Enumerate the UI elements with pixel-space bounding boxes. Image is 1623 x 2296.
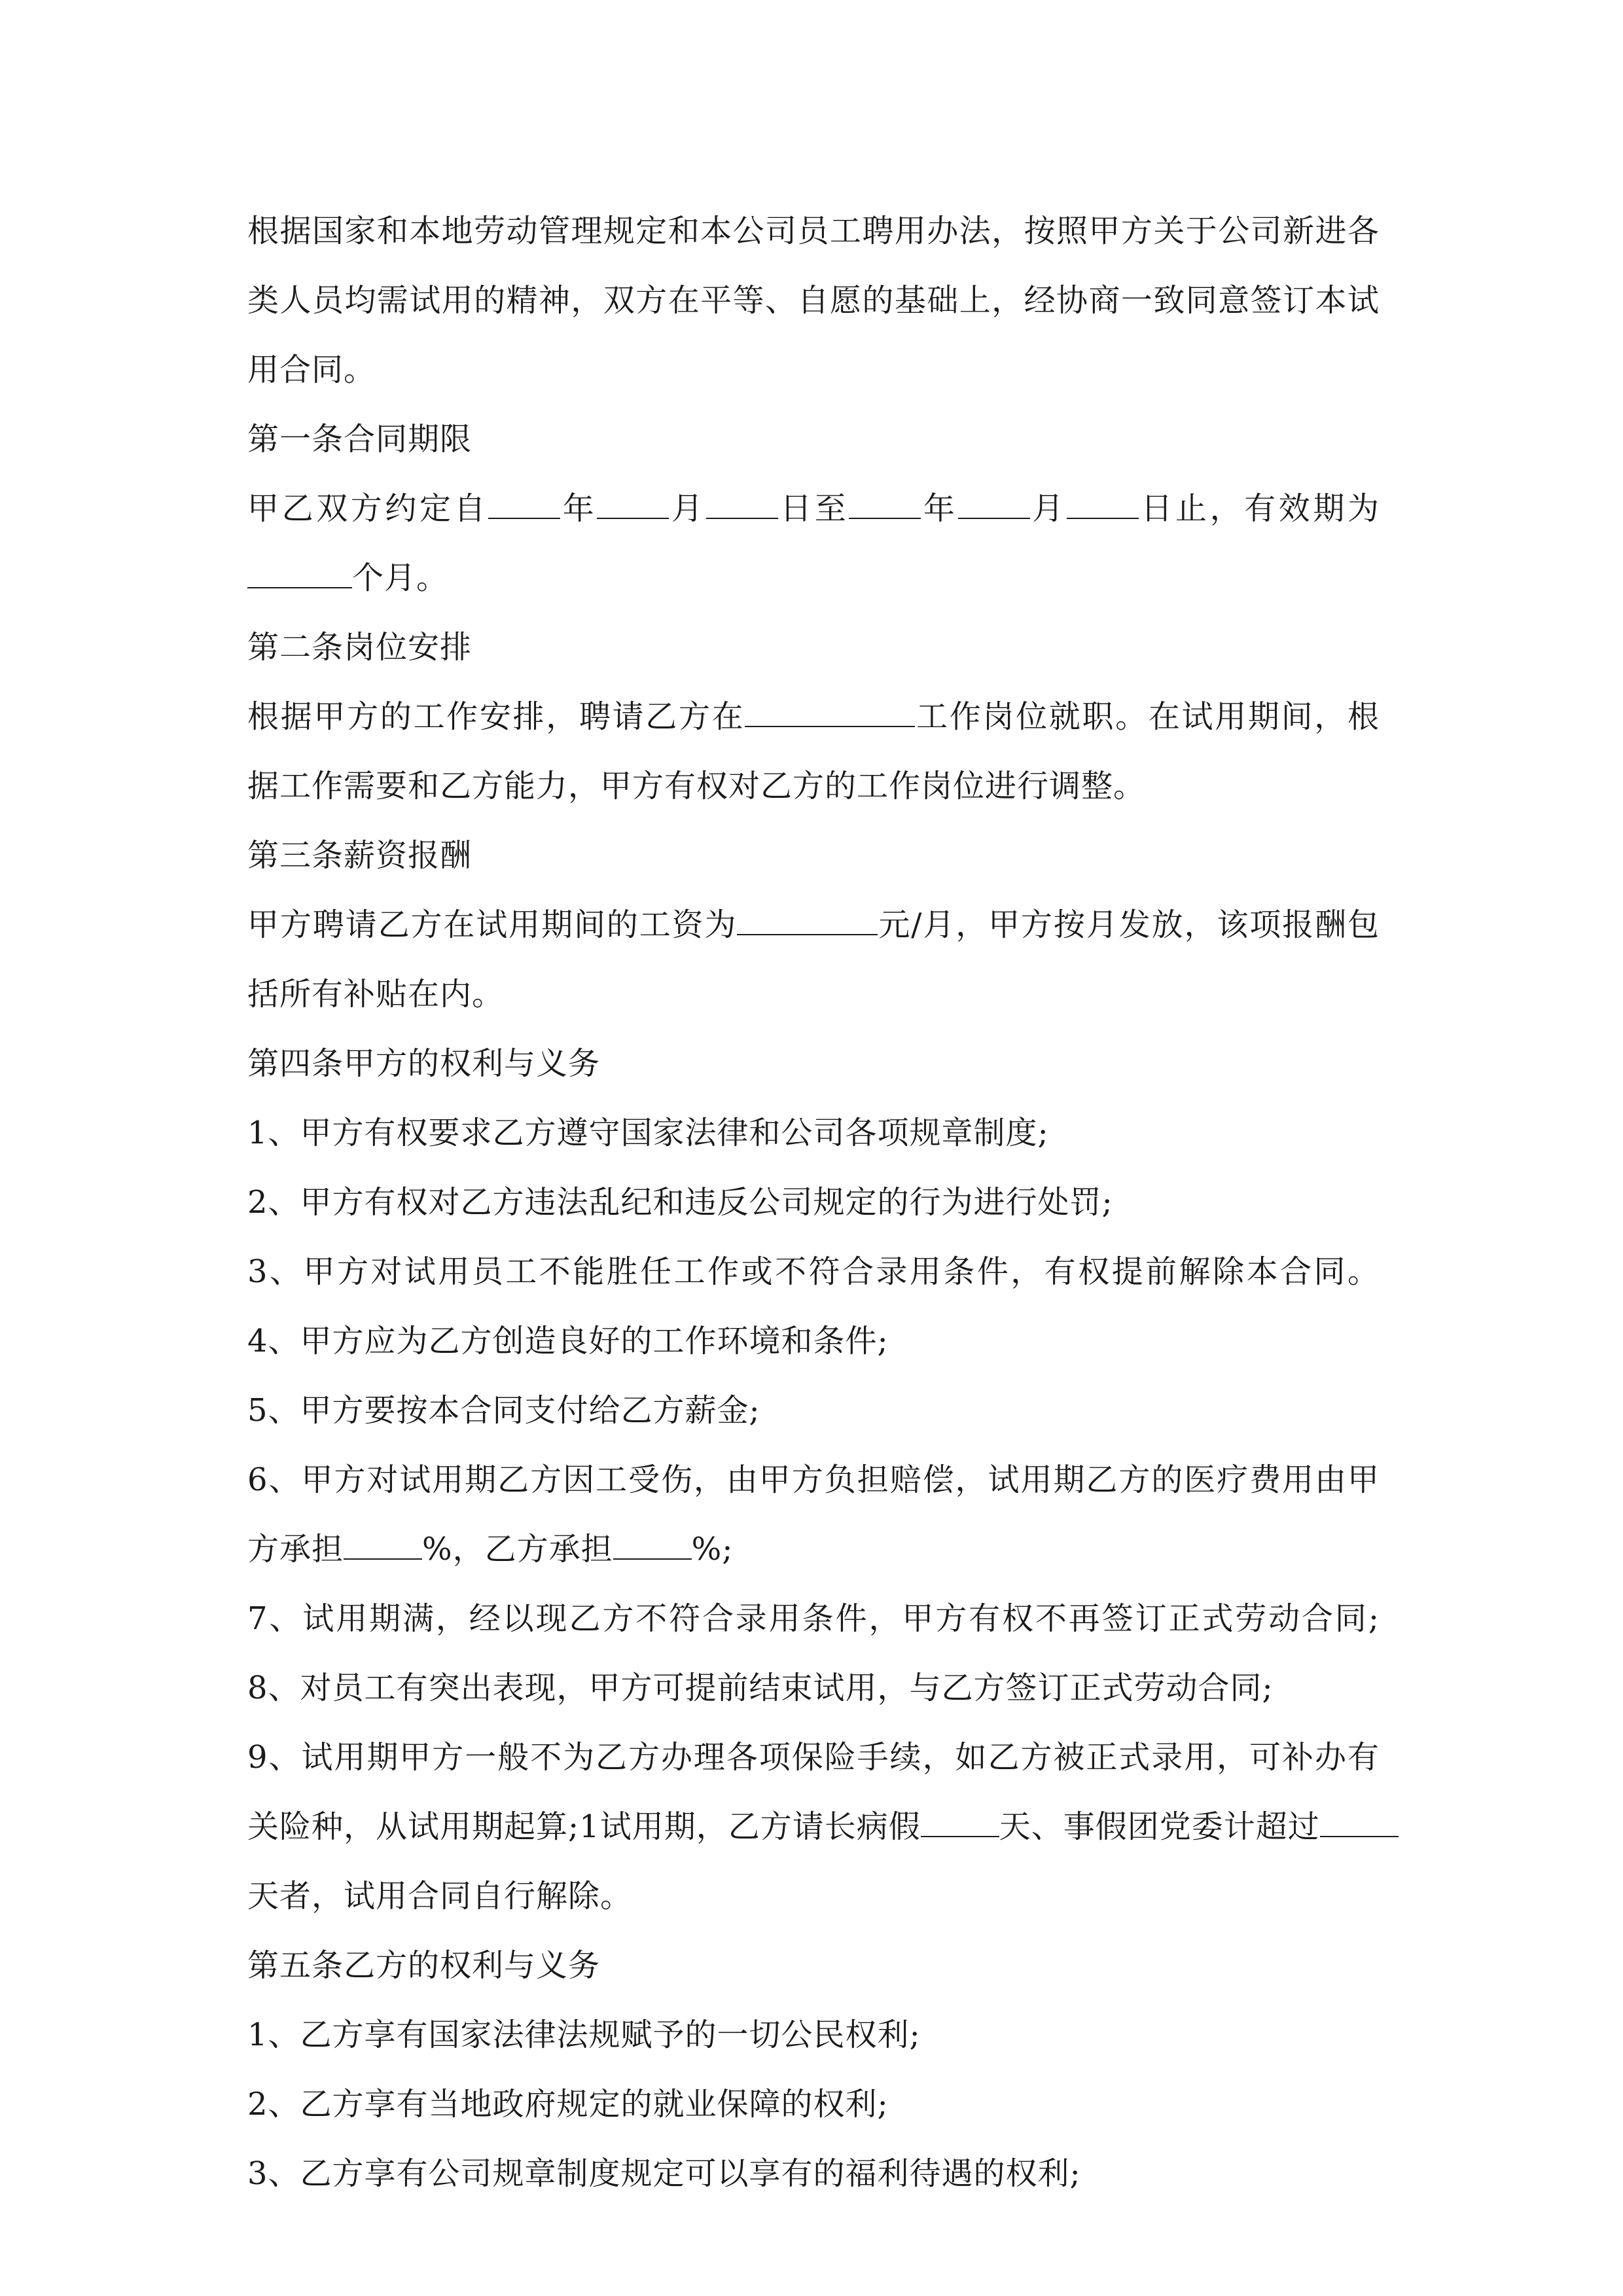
intro-line-1: 根据国家和本地劳动管理规定和本公司员工聘用办法，按照甲方关于公司新进各 bbox=[247, 213, 1380, 249]
article-5-heading: 第五条乙方的权利与义务 bbox=[247, 1947, 601, 1984]
position-text-after: 工作岗位就职。在试用期间，根 bbox=[915, 698, 1380, 735]
end-year-blank bbox=[849, 492, 921, 519]
end-day-blank bbox=[1067, 492, 1139, 519]
employee-share-blank bbox=[613, 1532, 692, 1560]
intro-line-2: 类人员均需试用的精神，双方在平等、自愿的基础上，经协商一致同意签订本试 bbox=[247, 282, 1380, 319]
employee-share-label: %，乙方承担 bbox=[422, 1531, 613, 1568]
article-4-item-1: 1、甲方有权要求乙方遵守国家法律和公司各项规章制度; bbox=[247, 1115, 1049, 1151]
term-text-from: 甲乙双方约定自 bbox=[247, 490, 489, 527]
article-4-item-2: 2、甲方有权对乙方违法乱纪和违反公司规定的行为进行处罚; bbox=[247, 1184, 1113, 1221]
position-text-before: 根据甲方的工作安排，聘请乙方在 bbox=[247, 698, 745, 735]
article-1-term-line bbox=[247, 474, 1380, 543]
term-day-to-label: 日至 bbox=[777, 490, 849, 527]
duration-months-blank bbox=[247, 561, 352, 588]
article-4-item-9-line-2 bbox=[247, 1792, 1380, 1861]
article-3-line-1 bbox=[247, 890, 1380, 960]
duration-months-label: 个月。 bbox=[352, 560, 449, 596]
article-4-item-6-line-2 bbox=[247, 1515, 1380, 1584]
article-4-item-7: 7、试用期满，经以现乙方不符合录用条件，甲方有权不再签订正式劳动合同; bbox=[247, 1600, 1380, 1637]
sick-leave-days-blank bbox=[921, 1810, 999, 1837]
article-5-item-2: 2、乙方享有当地政府规定的就业保障的权利; bbox=[247, 2086, 889, 2123]
salary-text-after: 元/月，甲方按月发放，该项报酬包 bbox=[878, 906, 1380, 943]
article-2-line-2: 据工作需要和乙方能力，甲方有权对乙方的工作岗位进行调整。 bbox=[247, 768, 1146, 804]
salary-text-before: 甲方聘请乙方在试用期间的工资为 bbox=[247, 906, 738, 943]
salary-blank bbox=[737, 908, 878, 935]
article-5-item-1: 1、乙方享有国家法律法规赋予的一切公民权利; bbox=[247, 2017, 921, 2053]
personal-leave-text: 天、事假团党委计超过 bbox=[999, 1808, 1320, 1845]
sick-leave-text: 关险种，从试用期起算;1试用期，乙方请长病假 bbox=[247, 1808, 921, 1845]
article-3-heading: 第三条薪资报酬 bbox=[247, 837, 473, 874]
employer-share-label: 方承担 bbox=[247, 1531, 344, 1568]
article-4-item-5: 5、甲方要按本合同支付给乙方薪金; bbox=[247, 1392, 760, 1429]
article-4-item-6-line-1: 6、甲方对试用期乙方因工受伤，由甲方负担赔偿，试用期乙方的医疗费用由甲 bbox=[247, 1462, 1380, 1498]
term-year-label: 年 bbox=[560, 490, 597, 527]
article-1-heading: 第一条合同期限 bbox=[247, 421, 473, 457]
end-month-blank bbox=[958, 492, 1030, 519]
term-end-text: 日止，有效期为 bbox=[1138, 490, 1380, 527]
article-1-duration-line bbox=[247, 543, 1380, 613]
article-4-item-9-line-1: 9、试用期甲方一般不为乙方办理各项保险手续，如乙方被正式录用，可补办有 bbox=[247, 1739, 1380, 1776]
position-blank bbox=[745, 700, 915, 727]
article-3-line-2: 括所有补贴在内。 bbox=[247, 976, 505, 1013]
start-year-blank bbox=[488, 492, 560, 519]
article-5-item-3: 3、乙方享有公司规章制度规定可以享有的福利待遇的权利; bbox=[247, 2155, 1081, 2192]
article-4-item-8: 8、对员工有突出表现，甲方可提前结束试用，与乙方签订正式劳动合同; bbox=[247, 1670, 1274, 1706]
term-end-month-label: 月 bbox=[1029, 490, 1067, 527]
article-4-item-9-line-3: 天者，试用合同自行解除。 bbox=[247, 1878, 633, 1914]
share-end: %; bbox=[691, 1531, 734, 1568]
article-2-line-1 bbox=[247, 682, 1380, 751]
term-end-year-label: 年 bbox=[921, 490, 958, 527]
intro-line-3: 用合同。 bbox=[247, 351, 376, 388]
article-4-heading: 第四条甲方的权利与义务 bbox=[247, 1045, 601, 1082]
employer-share-blank bbox=[344, 1532, 422, 1560]
contract-page bbox=[247, 196, 1380, 2208]
article-4-item-3: 3、甲方对试用员工不能胜任工作或不符合录用条件，有权提前解除本合同。 bbox=[247, 1253, 1380, 1290]
start-day-blank bbox=[706, 492, 778, 519]
article-4-item-4: 4、甲方应为乙方创造良好的工作环境和条件; bbox=[247, 1323, 889, 1359]
term-month-label: 月 bbox=[669, 490, 706, 527]
start-month-blank bbox=[597, 492, 669, 519]
article-2-heading: 第二条岗位安排 bbox=[247, 629, 473, 666]
personal-leave-days-blank bbox=[1320, 1810, 1399, 1837]
